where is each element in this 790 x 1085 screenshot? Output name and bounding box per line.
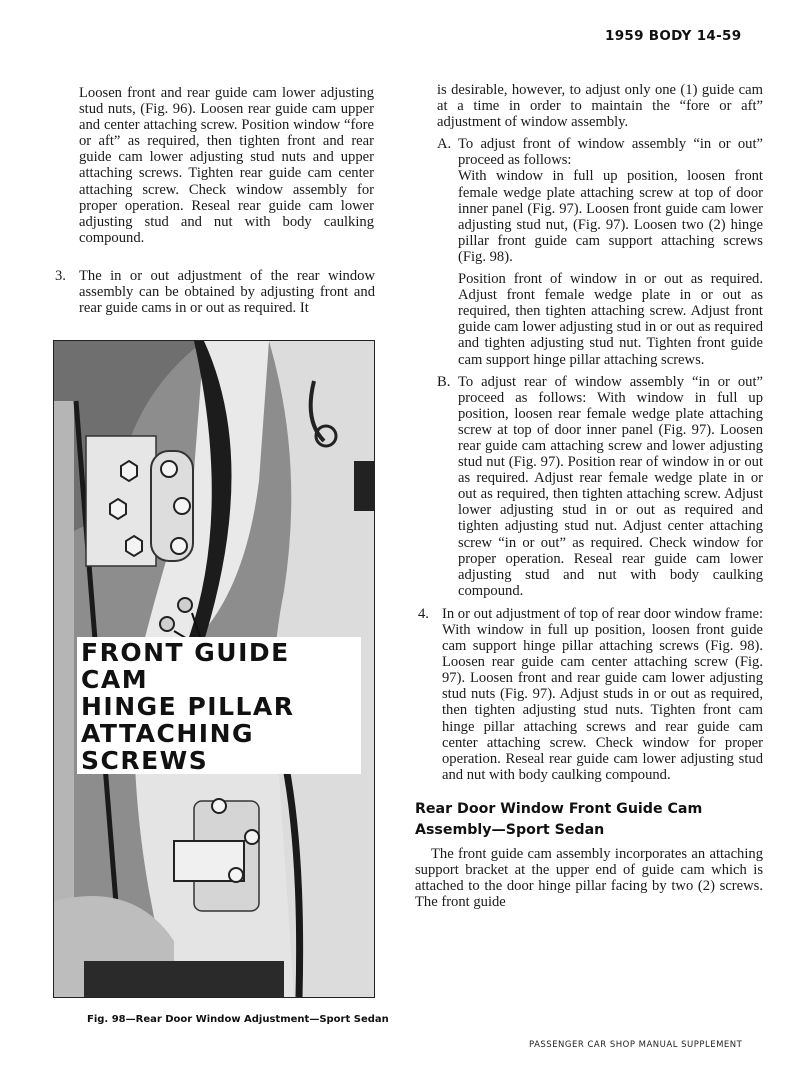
left-continuation-paragraph: Loosen front and rear guide cam lower adjusting stud nuts, (Fig. 96). Loosen rear guide cam upper and center attaching screw. Position window “fore or aft” as required, then tighten front and rear guide cam lower adjusting stud nuts and upper attaching screws. Tighten rear guide cam center attaching screw. Check window assembly for proper operation. Reseal rear guide cam lower adjusting stud and nut with body caulking compound. [79, 85, 374, 246]
list-item-b-text: To adjust rear of window assembly “in or out” proceed as follows: With window in full up position, loosen rear female wedge plate attaching screw at top of door inner panel (Fig. 97). Loosen rear guide cam attaching screw and lower adjusting stud nut (Fig. 97). Position rear of window in or out as required. Adjust rear female wedge plate in or out as required, then tighten attaching screw. Adjust lower adjusting stud in or out as required and tighten adjusting stud nut. Adjust center attaching screw “in or out” as required. Check window for proper operation. Reseal rear guide cam lower adjusting stud and nut with body caulking compound. [458, 373, 763, 599]
figure-caption: Fig. 98—Rear Door Window Adjustment—Sport Sedan [87, 1014, 389, 1025]
figure-98-photo [53, 340, 375, 998]
list-item-a [437, 136, 763, 367]
section-paragraph: The front guide cam assembly incorporates an attaching support bracket at the upper end of guide cam which is attached to the door hinge pillar facing by two (2) screws. The front guide [415, 845, 763, 911]
right-column [415, 82, 763, 911]
running-head: 1959 BODY 14-59 [605, 28, 742, 44]
figure-callout-label [77, 637, 361, 774]
list-item-text: The in or out adjustment of the rear window assembly can be obtained by adjusting front and rear guide cams in or out as required. It [79, 268, 375, 317]
right-continuation-paragraph: is desirable, however, to adjust only one (1) guide cam at a time in order to maintain the “fore or aft” adjustment of window assembly. [437, 82, 763, 131]
list-item-4 [418, 606, 763, 783]
list-item-3 [55, 268, 375, 316]
section-heading-line-1: Rear Door Window Front Guide Cam [415, 800, 703, 817]
section-heading-line-2: Assembly—Sport Sedan [415, 821, 605, 838]
section-heading [415, 799, 763, 841]
list-item-b [437, 374, 763, 599]
list-item-a-step-2: Position front of window in or out as required. Adjust front female wedge plate in or out as required, then tighten attaching screw. Adjust front guide cam lower adjusting stud in or out as required and tighten adjusting stud nut. Tighten front guide cam support hinge pillar attaching screws. [458, 271, 763, 368]
list-item-4-text: In or out adjustment of top of rear door window frame: With window in full up position, loosen front guide cam support hinge pillar attaching screws (Fig. 98). Loosen rear guide cam center attaching screw (Fig. 97). Loosen front and rear guide cam lower adjusting stud nuts (Fig. 97). Adjust studs in or out as required, then tighten adjusting stud nuts. Tighten front cam hinge pillar attaching screws and rear guide cam center attaching screw. Check window for proper operation. Reseal rear guide cam lower adjusting stud and nut with body caulking compound. [442, 605, 763, 783]
list-item-a-step-1: With window in full up position, loosen front female wedge plate attaching screw at top of door inner panel (Fig. 97). Loosen front guide cam lower adjusting stud nut, (Fig. 97). Loosen two (2) hinge pillar front guide cam support attaching screws (Fig. 98). [458, 168, 763, 265]
callout-line-3: ATTACHING SCREWS [81, 719, 255, 775]
list-item-letter: B. [437, 373, 451, 390]
list-item-letter: A. [437, 136, 452, 153]
list-item-number: 4. [418, 605, 429, 622]
callout-line-1: FRONT GUIDE CAM [81, 638, 290, 694]
list-item-a-intro: To adjust front of window assembly “in or out” proceed as follows: [458, 136, 763, 169]
page-footer: PASSENGER CAR SHOP MANUAL SUPPLEMENT [529, 1040, 743, 1050]
list-item-number: 3. [55, 268, 66, 284]
callout-line-2: HINGE PILLAR [81, 692, 295, 721]
